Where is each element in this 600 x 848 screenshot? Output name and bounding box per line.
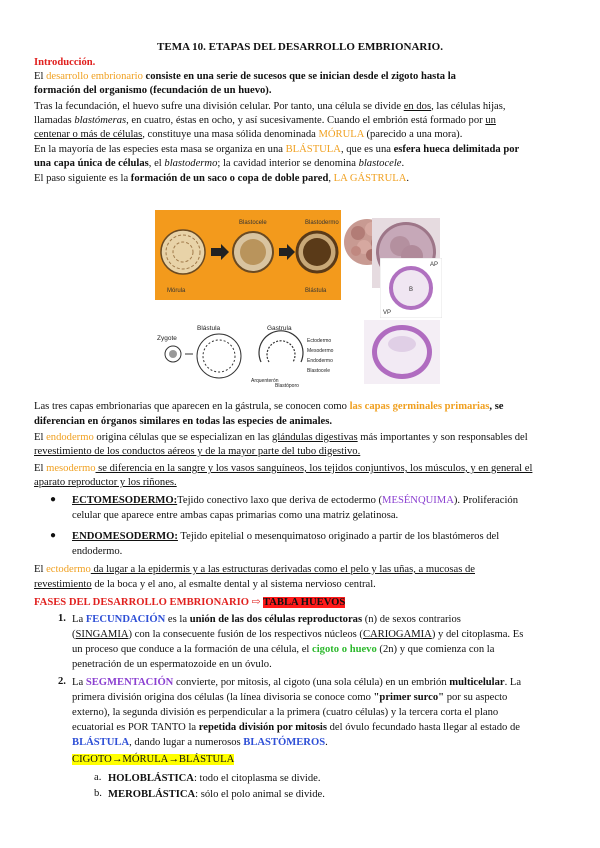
- mesodermo-paragraph-cont: aparato reproductor y los riñones.: [34, 477, 177, 488]
- label-ectodermo: Ectodermo: [307, 338, 332, 344]
- morula-blastula-sequence-image: [155, 210, 341, 300]
- intro-paragraph-2-cont2: centenar o más de células, constituye una masa sólida denominada MÓRULA (parecido a una mora).: [34, 129, 463, 140]
- intro-paragraph-2-cont: llamadas blastómeras, en cuatro, éstas en ocho, y así sucesivamente. Cuando el embrión está formado por un: [34, 115, 496, 126]
- gastrula-photo: [364, 320, 440, 384]
- intro-paragraph-2: Tras la fecundación, el huevo sufre una división celular. Por tanto, una célula se divide en dos, las células hijas,: [34, 101, 506, 112]
- phase-2-text-cont2: externo), la segunda división es perpendicular a la primera (cuatro células) y la tercera corta el plano: [72, 707, 499, 718]
- label-blastoporo: Blastóporo: [275, 383, 299, 388]
- ectodermo-paragraph: El ectodermo da lugar a la epidermis y a las estructuras derivadas como el pelo y las uñas, a mucosas de: [34, 564, 475, 575]
- endomesodermo-item: ENDOMESODERMO: Tejido epitelial o mesenquimatoso originado a partir de los blastómeros del: [72, 531, 500, 542]
- ectodermo-paragraph-cont: revestimiento de la boca y el ano, al esmalte dental y al sistema nervioso central.: [34, 579, 376, 590]
- document-title: TEMA 10. ETAPAS DEL DESARROLLO EMBRIONARIO.: [157, 41, 443, 53]
- phase-2-text-cont4: BLÁSTULA, dando lugar a numerosos BLASTÓMEROS.: [72, 737, 328, 748]
- ectomesodermo-item: ECTOMESODERMO:Tejido conectivo laxo que deriva de ectodermo (MESÉNQUIMA). Proliferación: [72, 495, 518, 506]
- intro-paragraph-1-cont: formación del organismo (fecundación de un huevo).: [34, 85, 272, 96]
- arrow-right-icon: ⇨: [251, 597, 261, 608]
- intro-paragraph-1: El desarrollo embrionario consiste en una serie de sucesos que se inician desde el zigoto hasta la: [34, 71, 456, 82]
- label-zygote: Zygote: [157, 335, 177, 342]
- intro-paragraph-4: El paso siguiente es la formación de un saco o copa de doble pared, LA GÁSTRULA.: [34, 173, 409, 184]
- phase-2-text-cont3: ecuatorial es POR TANTO la repetida división por mitosis del óvulo fecundado hasta llegar al estado de: [72, 722, 520, 733]
- intro-paragraph-3-cont: una capa única de células, el blastodermo; la cavidad interior se denomina blastocele.: [34, 158, 405, 169]
- bullet-ectomesodermo-icon: ●: [50, 494, 57, 505]
- endodermo-paragraph: El endodermo origina células que se especializan en las glándulas digestivas más importantes y son responsables del: [34, 432, 528, 443]
- item-b-marker: b.: [94, 788, 102, 799]
- label-blastula: Blástula: [305, 288, 327, 294]
- phase-1-text-cont: (SINGAMIA) con la consecuente fusión de los respectivos núcleos (CARIOGAMIA) y del citoplasma. Es: [72, 629, 524, 640]
- label-blastula-diagram: Blástula: [197, 325, 221, 332]
- meroblastica-item: MEROBLÁSTICA: sólo el polo animal se divide.: [108, 789, 325, 800]
- phase-2-number: 2.: [58, 676, 66, 687]
- label-morula: Mórula: [167, 288, 186, 294]
- holoblastica-item: HOLOBLÁSTICA: todo el citoplasma se divide.: [108, 773, 321, 784]
- phases-heading: FASES DEL DESARROLLO EMBRIONARIO ⇨ TABLA HUEVOS: [34, 597, 346, 608]
- endodermo-paragraph-cont: revestimiento de los conductos aéreos y de la mayor parte del tubo digestivo.: [34, 446, 361, 457]
- label-gastrula: Gastrula: [267, 325, 292, 332]
- phase-2-text-cont: primera división origina dos células (la línea divisoria se conoce como "primer surco" por su aspecto: [72, 692, 508, 703]
- phase-1-text: La FECUNDACIÓN es la unión de las dos células reproductoras (n) de sexos contrarios: [72, 614, 461, 625]
- label-ap: AP: [430, 262, 439, 268]
- layers-paragraph: Las tres capas embrionarias que aparecen en la gástrula, se conocen como las capas germinales primarias, se: [34, 401, 504, 412]
- segmentation-sequence: CIGOTO→MÓRULA→BLÁSTULA: [72, 754, 235, 765]
- mesodermo-paragraph: El mesodermo se diferencia en la sangre y los vasos sanguíneos, los tejidos conjuntivos, los músculos, y en general el: [34, 463, 533, 474]
- label-arquenteron: Arquenterón: [251, 378, 279, 384]
- phase-2-text: La SEGMENTACIÓN convierte, por mitosis, al cigoto (una sola célula) en un embrión multicelular. La: [72, 677, 522, 688]
- intro-paragraph-3: En la mayoría de las especies esta masa se organiza en una BLÁSTULA, que es una esfera hueca delimitada por: [34, 144, 520, 155]
- label-vp: VP: [383, 310, 392, 316]
- layers-paragraph-cont: diferencian en órganos similares en todas las especies de animales.: [34, 416, 332, 427]
- label-blastocele-diagram: Blastocele: [307, 368, 331, 374]
- phase-1-text-cont3: penetración de un espermatozoide en un óvulo.: [72, 659, 272, 670]
- blastula-labeled-image: [380, 258, 442, 318]
- bullet-endomesodermo-icon: ●: [50, 530, 57, 541]
- gastrulation-diagram: [157, 322, 347, 388]
- intro-heading: Introducción.: [34, 57, 96, 68]
- phase-1-number: 1.: [58, 613, 66, 624]
- label-mesodermo: Mesodermo: [307, 348, 334, 354]
- label-endodermo: Endodermo: [307, 358, 333, 364]
- label-b: B: [409, 287, 414, 293]
- label-blastocele: Blastocele: [239, 220, 267, 226]
- phase-1-text-cont2: un proceso que conduce a la formación de una célula, el cigoto o huevo (2n) y que comienza con la: [72, 644, 495, 655]
- ectomesodermo-item-cont: celular que aparece entre ambas capas primarias como una matriz gelatinosa.: [72, 510, 399, 521]
- endomesodermo-item-cont: endodermo.: [72, 546, 123, 557]
- tabla-huevos-link: TABLA HUEVOS: [262, 597, 346, 608]
- label-blastodermo: Blastodermo: [305, 220, 339, 226]
- item-a-marker: a.: [94, 772, 102, 783]
